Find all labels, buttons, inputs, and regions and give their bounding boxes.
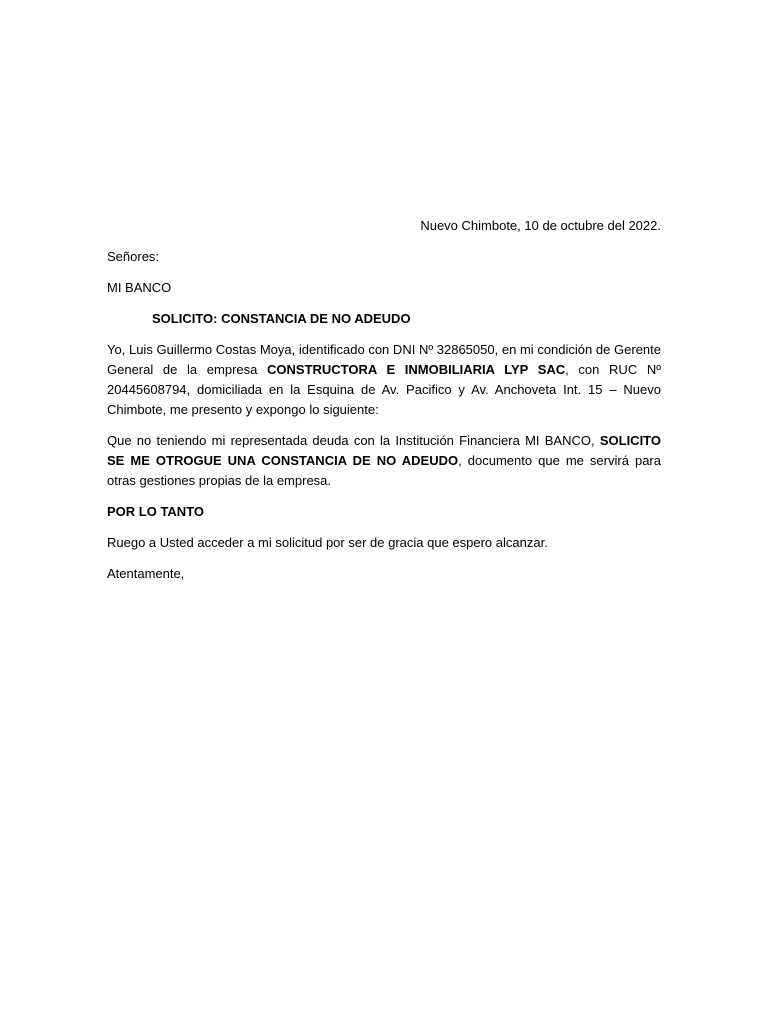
paragraph-request-text-2: , documento que me servirá para otras gestiones propias de la empresa. — [107, 453, 661, 488]
paragraph-introduction-text-1: Yo, Luis Guillermo Costas Moya, identificado con DNI Nº 32865050, en mi condición de Gerente General de la empresa — [107, 342, 661, 377]
por-lo-tanto-heading: POR LO TANTO — [107, 504, 205, 519]
date-line: Nuevo Chimbote, 10 de octubre del 2022. — [420, 218, 661, 233]
paragraph-request-text-1: Que no teniendo mi representada deuda con la Institución Financiera MI BANCO, — [107, 433, 600, 448]
company-name: CONSTRUCTORA E INMOBILIARIA LYP SAC — [267, 362, 566, 377]
salutation: Señores: — [107, 249, 160, 264]
recipient: MI BANCO — [107, 280, 172, 295]
request-statement: SOLICITO SE ME OTROGUE UNA CONSTANCIA DE NO ADEUDO — [107, 433, 661, 468]
letter-body — [107, 216, 661, 595]
subject-line: SOLICITO: CONSTANCIA DE NO ADEUDO — [152, 311, 411, 326]
paragraph-introduction — [107, 340, 661, 420]
closing: Atentamente, — [107, 566, 185, 581]
request-line: Ruego a Usted acceder a mi solicitud por ser de gracia que espero alcanzar. — [107, 535, 548, 550]
paragraph-request — [107, 431, 661, 491]
paragraph-introduction-text-2: , con RUC Nº 20445608794, domiciliada en la Esquina de Av. Pacifico y Av. Anchoveta Int. 15 – Nuevo Chimbote, me presento y expongo lo siguiente: — [107, 362, 661, 417]
